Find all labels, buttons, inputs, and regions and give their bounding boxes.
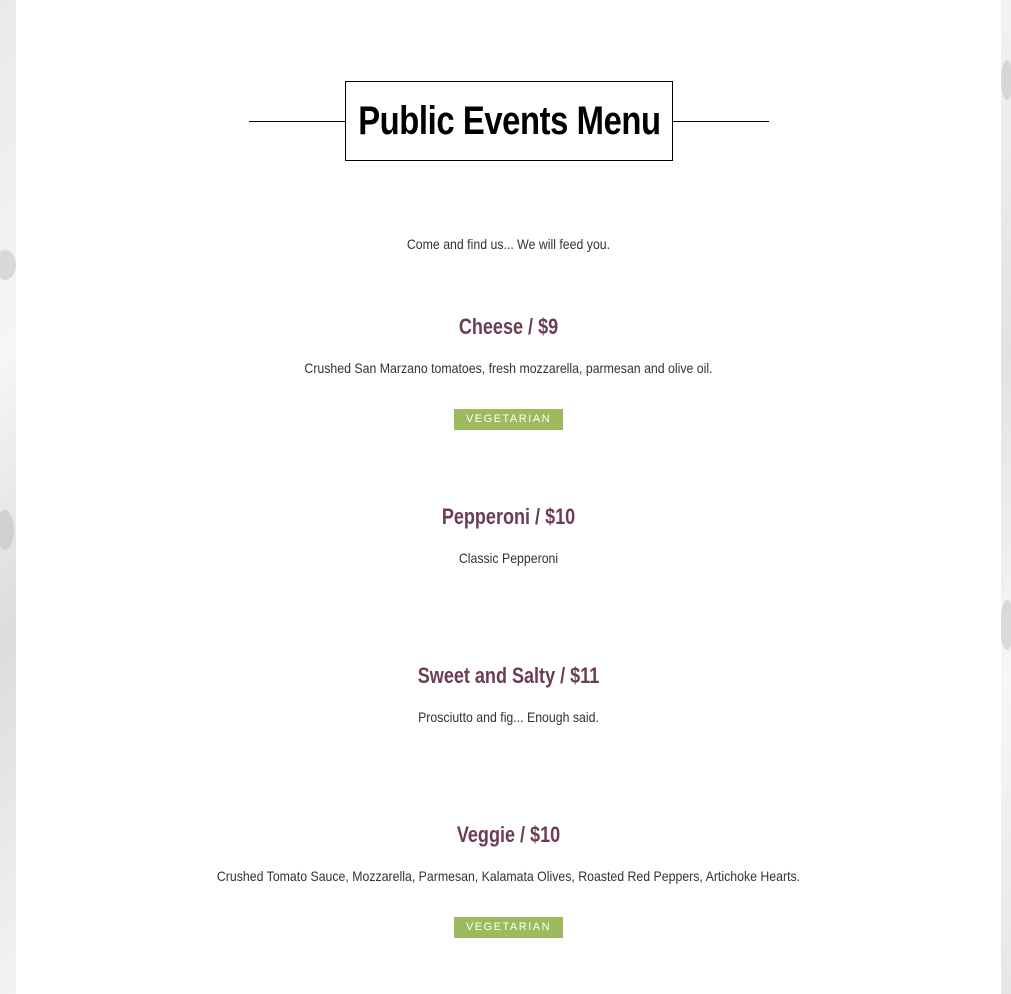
marble-background-streak — [0, 250, 16, 280]
title-rule-right — [673, 121, 769, 122]
page-tagline: Come and find us... We will feed you. — [406, 236, 611, 252]
marble-background-streak — [0, 510, 14, 550]
title-frame — [345, 81, 673, 161]
menu-item-title: Cheese / $9 — [458, 314, 559, 339]
menu-item-description: Crushed Tomato Sauce, Mozzarella, Parmesan, Kalamata Olives, Roasted Red Peppers, Artichoke Hearts. — [216, 868, 801, 884]
title-rule-left — [249, 121, 345, 122]
menu-page — [16, 0, 1001, 994]
menu-item-title: Sweet and Salty / $11 — [417, 663, 600, 688]
menu-item-description: Crushed San Marzano tomatoes, fresh mozzarella, parmesan and olive oil. — [304, 360, 713, 376]
page-title: Public Events Menu — [357, 98, 661, 143]
marble-background-streak — [1001, 60, 1011, 100]
vegetarian-badge: VEGETARIAN — [454, 409, 563, 430]
marble-background-streak — [1000, 600, 1011, 650]
title-block — [249, 81, 769, 161]
menu-item-description: Classic Pepperoni — [458, 550, 559, 566]
menu-item-description: Prosciutto and fig... Enough said. — [418, 709, 599, 725]
vegetarian-badge: VEGETARIAN — [454, 917, 563, 938]
menu-item-title: Veggie / $10 — [456, 822, 561, 847]
menu-item-title: Pepperoni / $10 — [441, 504, 576, 529]
